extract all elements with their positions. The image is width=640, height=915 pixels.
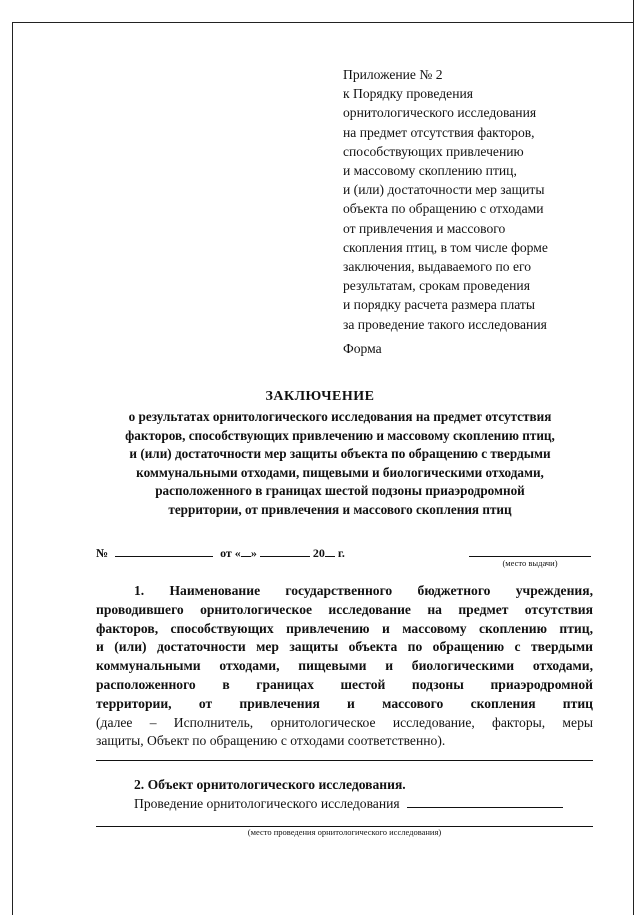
appendix-block — [343, 65, 548, 334]
subtitle-line: факторов, способствующих привлечению и массовому скоплению птиц, — [125, 427, 555, 443]
appendix-line: и (или) достаточности мер защиты — [343, 182, 545, 198]
appendix-line: к Порядку проведения — [343, 86, 474, 102]
quote-close: » — [250, 546, 257, 560]
subtitle-line: о результатах орнитологического исследования на предмет отсутствия — [128, 409, 552, 424]
year-prefix: 20 — [312, 546, 325, 560]
section-2-title: 2. Объект орнитологического исследования. — [134, 777, 406, 792]
subtitle-line: расположенного в границах шестой подзоны приаэродромной — [155, 483, 525, 499]
appendix-line: и порядку расчета размера платы — [343, 297, 536, 313]
place-of-issue-caption: (место выдачи) — [502, 558, 558, 568]
month-field[interactable] — [260, 545, 310, 557]
section-1 — [96, 582, 593, 751]
section-1-line: коммунальными отходами, пищевыми и биологическими отходами, — [96, 658, 593, 674]
number-date-row — [96, 545, 345, 561]
appendix-line: от привлечения и массового — [343, 220, 506, 236]
year-field[interactable] — [325, 545, 335, 557]
appendix-line: Приложение № 2 — [343, 67, 443, 82]
section-1-line: защиты, Объект по обращению с отходами соответственно). — [96, 733, 446, 749]
section-2-line — [134, 796, 563, 812]
section-1-line: (далее – Исполнитель, орнитологическое исследование, факторы, меры — [96, 714, 593, 730]
appendix-line: способствующих привлечению — [343, 143, 524, 159]
number-field[interactable] — [115, 545, 213, 557]
scan-left-edge — [12, 22, 13, 915]
section-1-line: территории, от привлечения и массового скопления птиц — [96, 695, 593, 711]
year-suffix: г. — [337, 546, 345, 560]
subtitle-line: и (или) достаточности мер защиты объекта по обращению с твердыми — [129, 446, 551, 462]
appendix-line: заключения, выдаваемого по его — [343, 259, 532, 275]
subtitle-line: коммунальными отходами, пищевыми и биологическими отходами, — [136, 464, 544, 480]
appendix-line: результатам, срокам проведения — [343, 278, 530, 294]
section-1-line: факторов, способствующих привлечению и массовому скоплению птиц, — [96, 620, 593, 636]
section-1-line: и (или) достаточности мер защиты объекта по обращению с твердыми — [96, 639, 593, 655]
subtitle-line: территории, от привлечения и массового скопления птиц — [168, 501, 512, 517]
appendix-line: орнитологического исследования — [343, 105, 537, 121]
section-1-line: 1. Наименование государственного бюджетного учреждения, — [134, 583, 593, 598]
form-label: Форма — [343, 341, 382, 356]
section-1-line: расположенного в границах шестой подзоны приаэродромной — [96, 676, 593, 692]
number-sign: № — [96, 546, 109, 560]
place-of-issue-field[interactable] — [469, 556, 591, 557]
research-place-field[interactable] — [407, 796, 563, 808]
document-title: ЗАКЛЮЧЕНИЕ — [265, 389, 375, 404]
scan-right-edge — [633, 0, 634, 915]
appendix-line: и массовому скоплению птиц, — [343, 163, 517, 179]
document-subtitle — [80, 408, 600, 520]
appendix-line: за проведение такого исследования — [343, 316, 547, 332]
executor-name-field[interactable] — [96, 760, 593, 761]
section-2-text: Проведение орнитологического исследования — [134, 796, 400, 811]
scan-top-edge — [12, 22, 634, 23]
appendix-line: скопления птиц, в том числе форме — [343, 239, 548, 255]
research-place-caption: (место проведения орнитологического исследования) — [247, 827, 442, 837]
section-1-line: проводившего орнитологическое исследование на предмет отсутствия — [96, 601, 593, 617]
day-field[interactable] — [241, 545, 251, 557]
appendix-line: на предмет отсутствия факторов, — [343, 124, 535, 140]
appendix-line: объекта по обращению с отходами — [343, 201, 544, 217]
date-from-label: от « — [220, 546, 241, 560]
